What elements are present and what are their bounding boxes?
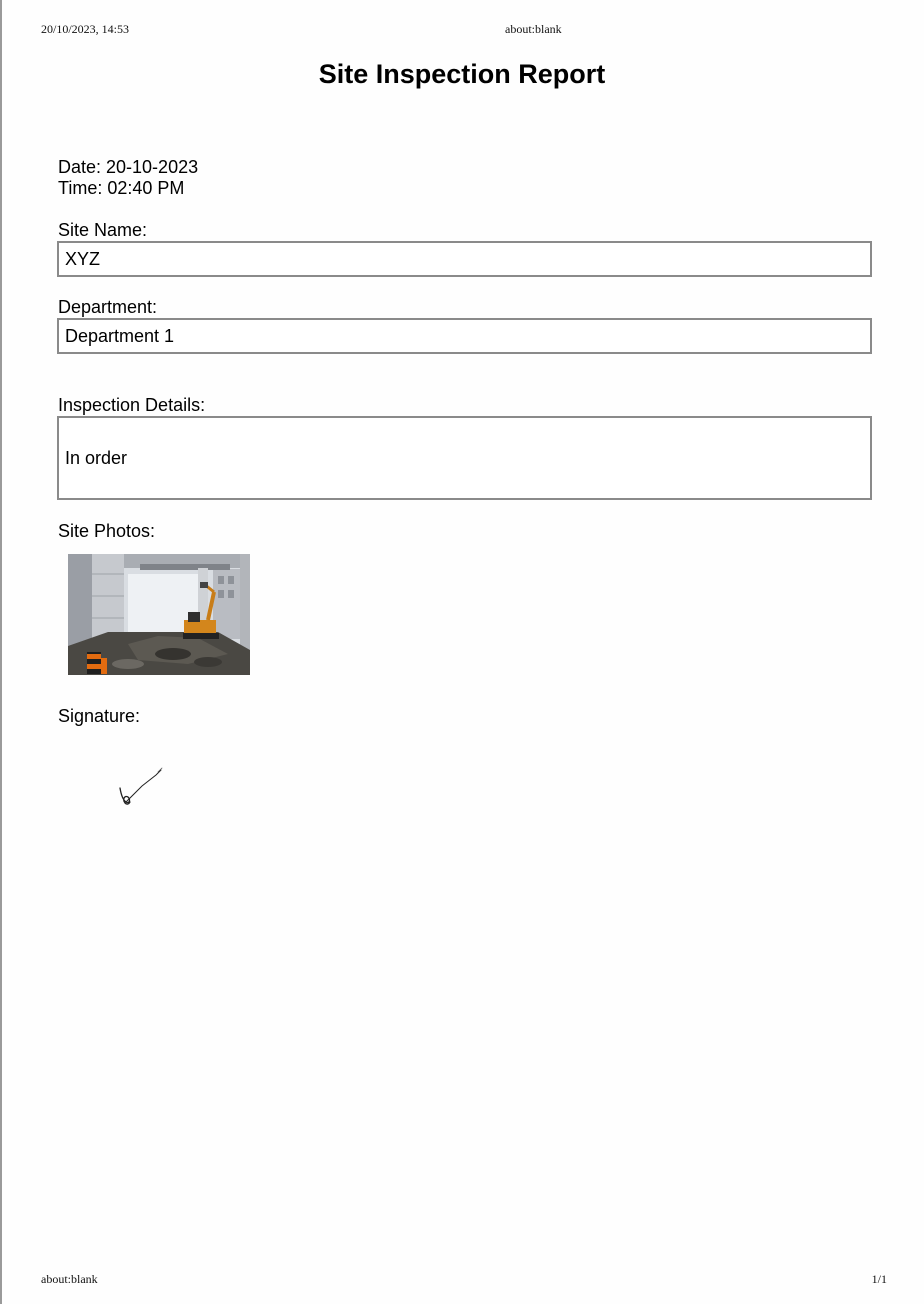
inspection-details-value: In order xyxy=(65,448,128,468)
site-name-value: XYZ xyxy=(65,249,101,269)
inspection-details-label: Inspection Details: xyxy=(58,395,206,415)
signature-label: Signature: xyxy=(58,706,141,726)
inspection-details-field xyxy=(57,416,872,500)
page-number: 1/1 xyxy=(871,1272,887,1286)
department-value: Department 1 xyxy=(65,326,175,346)
print-header-url: about:blank xyxy=(505,22,562,36)
department-field xyxy=(57,318,872,354)
print-datetime: 20/10/2023, 14:53 xyxy=(41,22,130,36)
print-footer-url: about:blank xyxy=(41,1272,98,1286)
print-footer xyxy=(41,1272,887,1286)
print-header xyxy=(41,22,887,36)
report-time: Time: 02:40 PM xyxy=(58,178,185,198)
site-photos-label: Site Photos: xyxy=(58,521,156,541)
report-title: Site Inspection Report xyxy=(318,59,606,89)
page-left-border xyxy=(0,0,2,1304)
construction-site-photo xyxy=(68,554,250,675)
report-date: Date: 20-10-2023 xyxy=(58,157,199,177)
signature-image xyxy=(112,762,172,812)
department-label: Department: xyxy=(58,297,158,317)
site-name-field xyxy=(57,241,872,277)
site-name-label: Site Name: xyxy=(58,220,148,240)
